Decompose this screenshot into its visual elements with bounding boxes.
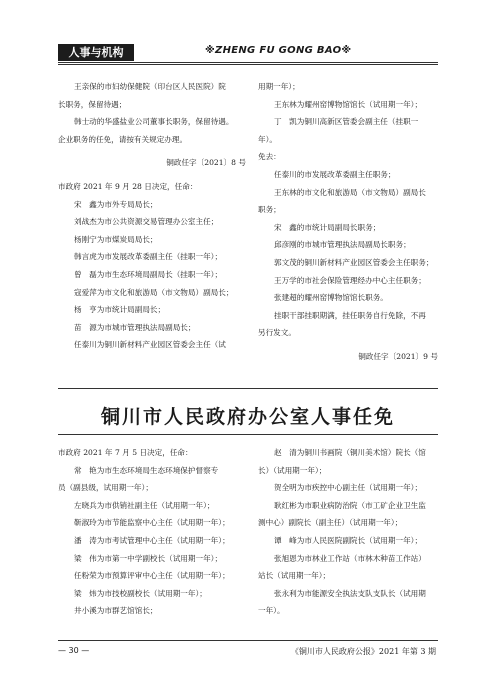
document-number: 铜政任字〔2021〕9 号 bbox=[358, 351, 438, 361]
bottom-left-column bbox=[58, 444, 248, 620]
text-line: 员（副县级，试用期一年）； bbox=[58, 483, 153, 493]
text-line: 站长（试用期一年）； bbox=[258, 571, 331, 581]
appointment-item: 王东林为耀州窑博物馆馆长（试用期一年）； bbox=[274, 99, 423, 109]
appointment-item: 靳淑玲为市节能监察中心主任（试用期一年）； bbox=[74, 518, 230, 528]
appointment-item: 井小溪为市群艺馆馆长； bbox=[74, 606, 158, 616]
journal-title: ※ZHENG FU GONG BAO※ bbox=[205, 45, 352, 56]
appointment-item: 丁 凯为铜川高新区管委会副主任（挂职一 bbox=[274, 117, 419, 127]
document-number: 铜政任字〔2021〕8 号 bbox=[166, 158, 246, 168]
removal-item: 邱彦刚的市城市管理执法局副局长职务； bbox=[274, 240, 411, 250]
appointment-item: 任泰川为铜川新材料产业园区管委会主任（试 bbox=[74, 340, 226, 350]
appointment-item: 梁 炜为市技校副校长（试用期一年）； bbox=[74, 588, 207, 598]
appointment-item: 耿红彬为市职业病防治院（市工矿企业卫生监 bbox=[274, 500, 426, 510]
text-line: 年）。 bbox=[258, 134, 277, 144]
bottom-right-column bbox=[258, 444, 438, 620]
text-line: 王亲保的市妇幼保健院（印台区人民医院）院 bbox=[74, 82, 226, 91]
removal-item: 张建超的耀州窑博物馆馆长职务。 bbox=[274, 293, 388, 303]
text-line: 职务； bbox=[258, 205, 281, 215]
appointment-item: 潘 涛为市考试管理中心主任（试用期一年）； bbox=[74, 535, 230, 545]
appointment-item: 刘战杰为市公共资源交易管理办公室主任； bbox=[74, 217, 219, 227]
appointment-item: 宋 鑫为市外专局局长； bbox=[74, 199, 158, 209]
text-line: 韩士动的华盛盐业公司董事长职务，保留待遇。 bbox=[74, 117, 234, 127]
appointment-item: 寇爱萍为市文化和旅游局（市文物局）副局长； bbox=[74, 287, 234, 297]
top-right-column bbox=[258, 78, 438, 366]
decision-line: 市政府 2021 年 9 月 28 日决定，任命： bbox=[58, 181, 198, 191]
removal-item: 王万学的市社会保险管理经办中心主任职务； bbox=[274, 275, 426, 285]
removal-heading: 免去： bbox=[258, 152, 281, 162]
section-tag: 人事与机构 bbox=[58, 44, 134, 61]
appointment-item: 苗 源为市城市管理执法局副局长； bbox=[74, 322, 196, 332]
decision-line: 市政府 2021 年 7 月 5 日决定，任命： bbox=[58, 448, 193, 457]
appointment-item: 杨 亨为市统计局副局长； bbox=[74, 305, 166, 315]
text-line: 用期一年）； bbox=[258, 82, 300, 91]
page-number: — 30 — bbox=[58, 646, 90, 655]
top-left-column bbox=[58, 78, 246, 354]
removal-item: 郭文茂的铜川新材料产业园区管委会主任职务； bbox=[274, 257, 434, 267]
appointment-item: 杨刚宁为市煤炭局局长； bbox=[74, 234, 158, 244]
text-line: 测中心）副院长（副主任）（试用期一年）； bbox=[258, 518, 403, 528]
appointment-item: 常 艳为市生态环境局生态环境保护督察专 bbox=[74, 465, 219, 475]
header-rule bbox=[58, 62, 438, 63]
appointment-item: 贺全明为市疾控中心副主任（试用期一年）； bbox=[274, 483, 423, 493]
header-rule-2 bbox=[58, 64, 438, 65]
appointment-item: 张旭恩为市林业工作站（市林木种苗工作站） bbox=[274, 553, 426, 563]
text-line: 另行发文。 bbox=[258, 328, 296, 338]
appointment-item: 左晓兵为市供销社副主任（试用期一年）； bbox=[74, 500, 215, 510]
section-divider bbox=[58, 388, 438, 389]
text-line: 长职务，保留待遇； bbox=[58, 99, 127, 109]
appointment-item: 谭 峰为市人民医院副院长（试用期一年）； bbox=[274, 535, 423, 545]
issue-label: 《铜川市人民政府公报》2021 年第 3 期 bbox=[290, 647, 436, 656]
text-line: 一年）。 bbox=[258, 606, 285, 616]
text-line: 长）（试用期一年）； bbox=[258, 465, 327, 475]
appointment-item: 曾 磊为市生态环境局副局长（挂职一年）； bbox=[74, 269, 223, 279]
section-title: 铜川市人民政府办公室人事任免 bbox=[100, 406, 395, 428]
removal-item: 王东林的市文化和旅游局（市文物局）副局长 bbox=[274, 187, 426, 197]
appointment-item: 张永利为市能源安全执法支队支队长（试用期 bbox=[274, 588, 426, 598]
footer-rule bbox=[58, 640, 438, 641]
appointment-item: 梁 伟为市第一中学副校长（试用期一年）； bbox=[74, 553, 223, 563]
appointment-item: 赵 清为铜川书画院（铜川美术馆）院长（馆 bbox=[274, 448, 426, 457]
text-line: 企业职务的任免，请按有关规定办理。 bbox=[58, 134, 188, 144]
appointment-item: 韩言虎为市发展改革委副主任（挂职一年）； bbox=[74, 252, 223, 262]
removal-item: 任泰川的市发展改革委副主任职务； bbox=[274, 169, 396, 179]
removal-item: 宋 鑫的市统计局副局长职务； bbox=[274, 222, 381, 232]
text-line: 挂职干部挂职期满，挂任职务自行免除，不再 bbox=[274, 310, 426, 320]
section-divider-2 bbox=[58, 434, 438, 435]
appointment-item: 任粉荣为市预算评审中心主任（试用期一年）； bbox=[74, 571, 230, 581]
